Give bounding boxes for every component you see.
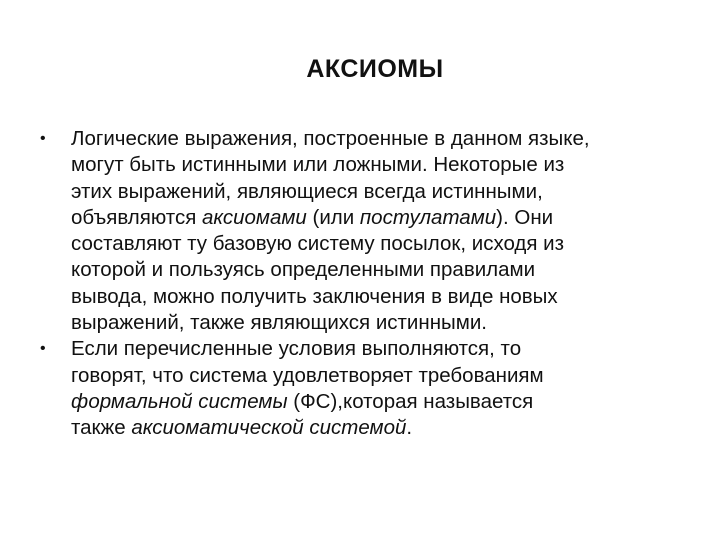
text-line: Логические выражения, построенные в данном языке,: [71, 127, 590, 150]
text-line: объявляются аксиомами (или постулатами). Они: [71, 205, 554, 229]
term-axioms: аксиомами: [202, 205, 307, 229]
text-line: выражений, также являющихся истинными.: [71, 311, 487, 335]
term-postulates: постулатами: [359, 205, 497, 229]
bullet-list: [40, 126, 700, 442]
text-line: говорят, что система удовлетворяет требованиям: [71, 363, 544, 387]
slide-title: АКСИОМЫ: [306, 55, 444, 83]
text-line: также аксиоматической системой.: [71, 416, 413, 440]
text-line: формальной системы (ФС),которая называется: [71, 389, 534, 413]
text-line: составляют ту базовую систему посылок, исходя из: [71, 232, 565, 256]
text-line: Если перечисленные условия выполняются, то: [71, 337, 522, 361]
text-line: вывода, можно получить заключения в виде новых: [71, 284, 558, 308]
term-formal-system: формальной системы: [71, 389, 288, 413]
bullet-icon: •: [40, 340, 46, 358]
bullet-item-2: [40, 336, 700, 441]
text-line: этих выражений, являющиеся всегда истинными,: [71, 179, 543, 203]
text-line: могут быть истинными или ложными. Некоторые из: [71, 153, 565, 177]
term-axiomatic-system: аксиоматической системой: [131, 416, 407, 440]
bullet-icon: •: [40, 130, 46, 147]
bullet-item-1: [40, 126, 700, 336]
text-line: которой и пользуясь определенными правилами: [71, 258, 536, 282]
